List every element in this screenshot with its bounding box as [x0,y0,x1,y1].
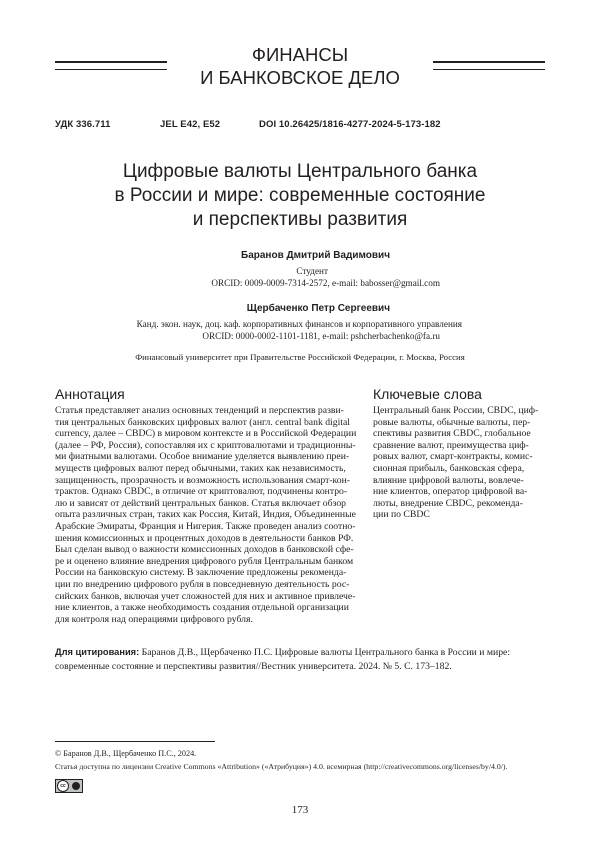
abstract-line: Арабские Эмираты, Франция и Нигерия. Также проведен анализ соотно- [55,521,356,533]
author-name: Щербаченко Петр Сергеевич [247,303,390,314]
cc-by-license-icon[interactable] [55,779,83,793]
copyright-notice: © Баранов Д.В., Щербаченко П.С., 2024. [55,749,196,758]
abstract-line: трактов. Однако CBDC, в отличие от криптовалют, подчинены контро- [55,486,347,498]
affiliation: Финансовый университет при Правительстве Российской Федерации, г. Москва, Россия [0,352,600,362]
keyword-line: сравнение валют, преимущества циф- [373,440,529,452]
abstract-line: защищенность, прозрачность и возможность использования смарт-кон- [55,475,350,487]
attribution-icon [72,782,80,790]
keyword-line: влияние цифровой валюты, вовлече- [373,475,524,487]
abstract-line: опыта различных стран, таких как Россия, Китай, Индия, Объединенные [55,509,356,521]
doi[interactable]: DOI 10.26425/1816-4277-2024-5-173-182 [259,119,441,130]
keyword-line: Центральный банк России, CBDC, циф- [373,405,538,417]
section-title-line1: ФИНАНСЫ [150,43,450,66]
section-title-line2: И БАНКОВСКОЕ ДЕЛО [150,66,450,89]
keyword-line: ровые валюты, обычные валюты, пер- [373,417,530,429]
abstract-line: currency, далее – CBDC) в мировом контексте и в Российской Федерации [55,428,356,440]
abstract-line: тия центральных банковских цифровых валют (англ. central bank digital [55,417,350,429]
abstract-line: Был сделан вывод о важности комиссионных доходов в банковской сфе- [55,544,354,556]
citation-text: Баранов Д.В., Щербаченко П.С. Цифровые валюты Центрального банка в России и мире: современные состояние и перспективы развития//Вестник университета. 2024. № 5. С. 173–182. [55,647,510,672]
article-title-line: и перспективы развития [60,208,540,232]
abstract-line: ре и оценено влияние внедрения цифрового рубля Центральным банком [55,556,353,568]
keyword-line: ровых валют, смарт-контракты, комис- [373,451,533,463]
abstract-line: (далее – РФ, Россия), сопоставляя их с криптовалютами и традиционны- [55,440,356,452]
jel-code: JEL E42, E52 [160,119,220,130]
cc-icon: cc [57,780,69,792]
author-position: Студент [296,266,328,276]
abstract-line: ми фиатными валютами. Особое внимание уделяется выявлению преи- [55,451,349,463]
abstract-heading: Аннотация [55,386,125,402]
keywords-heading: Ключевые слова [373,386,482,402]
author-position: Канд. экон. наук, доц. каф. корпоративных финансов и корпоративного управления [137,319,462,329]
section-title [150,43,450,89]
citation-label: Для цитирования: [55,647,139,657]
keyword-line: ние клиентов, оператор цифровой ва- [373,486,527,498]
abstract-line: шения комиссионных и процентных доходов в деятельности банков РФ. [55,533,353,545]
keyword-line: люты, внедрение CBDC, рекоменда- [373,498,523,510]
article-title [60,160,540,232]
keyword-line: сионная прибыль, банковская сфера, [373,463,524,475]
citation-block [55,646,547,673]
abstract-line: лю и зависят от действий центральных банков. Статья включает обзор [55,498,346,510]
page-number: 173 [0,804,600,816]
abstract-line: ции по внедрению цифрового рубля в повседневную деятельность рос- [55,579,349,591]
license-notice[interactable]: Статья доступна по лицензии Creative Commons «Attribution» («Атрибуция») 4.0. всемирная (http://creativecommons.org/licenses/by/4.0/). [55,762,507,771]
author-contacts[interactable]: ORCID: 0009-0009-7314-2572, e-mail: babosser@gmail.com [211,278,440,288]
author-name: Баранов Дмитрий Вадимович [241,250,390,261]
abstract-line: России на банковскую систему. В заключение предложены рекоменда- [55,567,346,579]
abstract-line: муществ цифровых валют перед обычными, таких как независимость, [55,463,346,475]
article-title-line: Цифровые валюты Центрального банка [60,160,540,184]
author-contacts[interactable]: ORCID: 0000-0002-1101-1181, e-mail: pshcherbachenko@fa.ru [202,331,440,341]
keyword-line: спективы развития CBDC, глобальное [373,428,531,440]
abstract-line: ние клиентов, а также необходимость создания отдельной организации [55,602,349,614]
abstract-line: для контроля над операциями цифрового рубля. [55,614,253,626]
udc-code: УДК 336.711 [55,119,111,130]
footer-divider [55,741,215,742]
article-title-line: в России и мире: современные состояние [60,184,540,208]
keyword-line: ции по CBDC [373,509,430,521]
abstract-line: Статья представляет анализ основных тенденций и перспектив разви- [55,405,344,417]
abstract-line: сийских банков, включая учет сложностей для них и активное привлече- [55,591,355,603]
